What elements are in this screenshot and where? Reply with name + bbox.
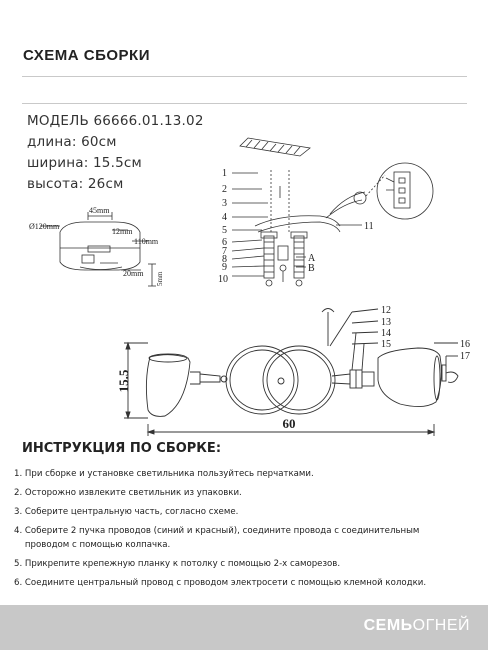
instruction-step-4-cont: проводом с помощью колпачка. xyxy=(14,540,171,550)
part-label-17: 17 xyxy=(460,351,470,362)
dim-45: 45mm xyxy=(89,206,110,215)
part-label-14: 14 xyxy=(381,328,391,339)
brand-logo xyxy=(364,617,470,635)
dimension-length: 60 xyxy=(282,416,296,431)
spec-length: длина: 60см xyxy=(27,134,117,150)
dim-20: 20mm xyxy=(123,269,144,278)
part-label-2: 2 xyxy=(222,184,227,195)
part-label-8: 8 xyxy=(222,254,227,265)
part-label-15: 15 xyxy=(381,339,391,350)
part-label-7: 7 xyxy=(222,246,227,257)
part-label-12: 12 xyxy=(381,305,391,316)
model-number: МОДЕЛЬ 66666.01.13.02 xyxy=(27,113,204,129)
page-title: СХЕМА СБОРКИ xyxy=(23,47,150,64)
dim-110: 110mm xyxy=(134,237,159,246)
spec-width: ширина: 15.5см xyxy=(27,155,142,171)
instruction-step-5: 5. Прикрепите крепежную планку к потолку с помощью 2-х саморезов. xyxy=(14,559,341,569)
instruction-step-2: 2. Осторожно извлеките светильник из упаковки. xyxy=(14,488,242,498)
instruction-step-1: 1. При сборке и установке светильника пользуйтесь перчатками. xyxy=(14,469,314,479)
part-label-16: 16 xyxy=(460,339,470,350)
ceiling-hatch xyxy=(240,138,310,156)
part-label-9: 9 xyxy=(222,262,227,273)
part-label-1: 1 xyxy=(222,168,227,179)
label-a: A xyxy=(308,253,316,264)
part-label-13: 13 xyxy=(381,317,391,328)
spec-height: высота: 26см xyxy=(27,176,124,192)
dim-diameter: Ø120mm xyxy=(29,222,60,231)
instruction-step-3: 3. Соберите центральную часть, согласно схеме. xyxy=(14,507,239,517)
dimension-height: 15.5 xyxy=(116,369,131,393)
brand-light: ОГНЕЙ xyxy=(412,617,470,634)
part-label-11: 11 xyxy=(364,221,374,232)
part-label-10: 10 xyxy=(218,274,228,285)
dim-12: 12mm xyxy=(112,227,133,236)
instruction-step-6: 6. Соедините центральный провод с проводом электросети с помощью клемной колодки. xyxy=(14,578,427,588)
part-label-6: 6 xyxy=(222,237,227,248)
label-b: B xyxy=(308,263,315,274)
instruction-step-4: 4. Соберите 2 пучка проводов (синий и красный), соедините провода с соединительным xyxy=(14,526,420,536)
instructions-title: ИНСТРУКЦИЯ ПО СБОРКЕ: xyxy=(22,441,222,456)
brand-bold: СЕМЬ xyxy=(363,617,413,634)
dim-5: 5mm xyxy=(156,271,164,286)
part-label-3: 3 xyxy=(222,198,227,209)
part-label-4: 4 xyxy=(222,212,227,223)
part-label-5: 5 xyxy=(222,225,227,236)
